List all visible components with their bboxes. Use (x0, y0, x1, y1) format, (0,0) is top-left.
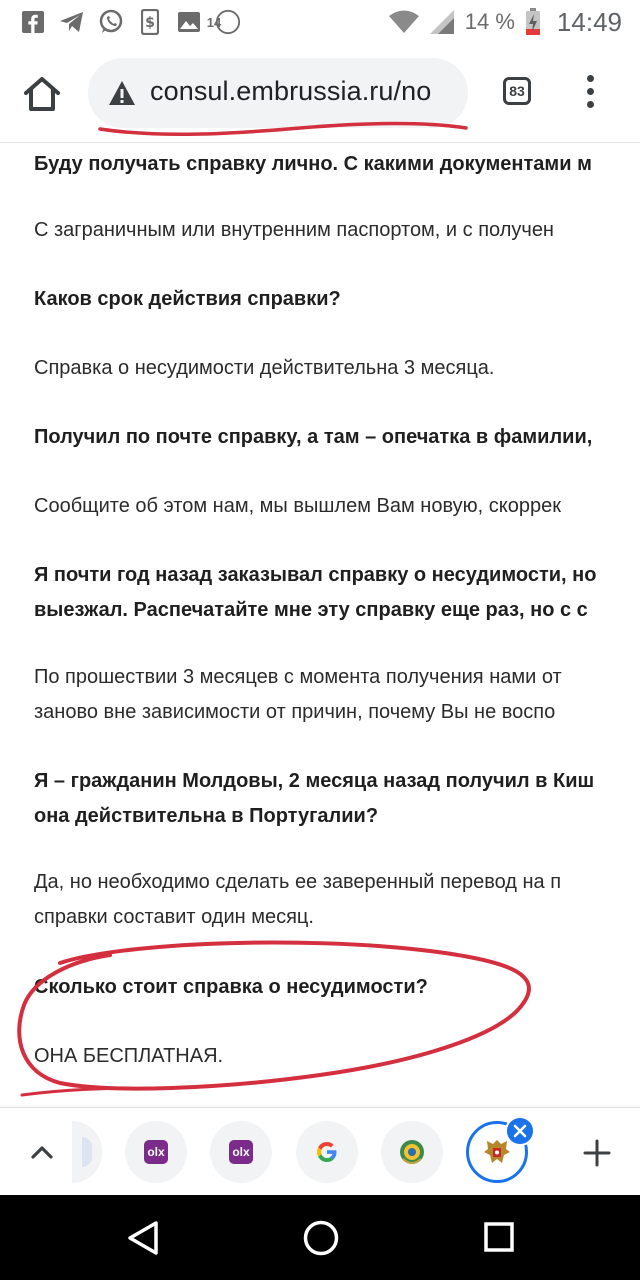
money-icon (137, 9, 163, 35)
faq-answer (34, 660, 640, 730)
text-line: Я почти год назад заказывал справку о несудимости, но (34, 564, 597, 586)
facebook-icon (20, 9, 46, 35)
faq-answer (34, 865, 640, 935)
menu-dot (587, 101, 594, 108)
emblem-icon (397, 1137, 427, 1167)
faq-question (34, 147, 640, 182)
partial-tab-icon (82, 1137, 92, 1167)
text-line: выезжал. Распечатайте мне эту справку еще раз, но с с (34, 599, 588, 621)
faq-question (34, 764, 640, 834)
faq-answer (34, 489, 640, 524)
more-menu-icon (587, 75, 594, 82)
notification-badge-icon (206, 9, 241, 35)
text-line: Получил по почте справку, а там – опечатка в фамилии, (34, 426, 593, 448)
text-line: Справка о несудимости действительна 3 месяца. (34, 357, 495, 379)
url-text[interactable]: consul.embrussia.ru/no (150, 76, 432, 106)
tab-emblem[interactable] (381, 1121, 443, 1183)
wifi-icon (389, 10, 419, 34)
address-bar[interactable] (88, 58, 468, 128)
faq-answer-price (34, 1039, 640, 1074)
tab-count: 83 (509, 83, 525, 99)
text-line: Сообщите об этом нам, мы вышлем Вам новую, скоррек (34, 495, 561, 517)
tab-strip (0, 1107, 640, 1196)
browser-toolbar (0, 44, 640, 143)
tab-switcher-button[interactable] (503, 77, 531, 105)
text-line: справки составит один месяц. (34, 906, 314, 928)
faq-answer (34, 351, 640, 386)
text-line: Буду получать справку лично. С какими документами м (34, 153, 592, 175)
signal-icon (429, 9, 455, 35)
whatsapp-icon (98, 9, 124, 35)
text-line: она действительна в Португалии? (34, 805, 379, 827)
telegram-icon (59, 9, 85, 35)
faq-question (34, 420, 640, 455)
svg-text:$: $ (145, 15, 155, 31)
clock: 14:49 (556, 6, 622, 37)
faq-question (34, 558, 640, 628)
faq-question-price (34, 970, 640, 1005)
google-icon (316, 1141, 338, 1163)
tab-olx-1[interactable] (125, 1121, 187, 1183)
olx-icon: olx (229, 1140, 253, 1164)
text-line: заново вне зависимости от причин, почему Вы не воспо (34, 701, 556, 723)
chevron-up-icon[interactable] (28, 1138, 56, 1166)
notification-icons (20, 8, 241, 36)
olx-icon: olx (144, 1140, 168, 1164)
battery-percent: 14 % (464, 9, 515, 34)
text-line: Я – гражданин Молдовы, 2 месяца назад получил в Киш (34, 770, 595, 792)
gallery-icon (176, 9, 202, 35)
faq-question (34, 282, 640, 317)
warning-icon[interactable] (108, 80, 136, 106)
text-line: Каков срок действия справки? (34, 288, 341, 310)
text-line: С заграничным или внутренним паспортом, и с получен (34, 219, 554, 241)
recents-icon[interactable] (483, 1221, 515, 1253)
text-line: Сколько стоит справка о несудимости? (34, 976, 428, 998)
more-menu-button[interactable] (580, 75, 600, 111)
plus-icon[interactable] (582, 1138, 612, 1168)
text-line: По прошествии 3 месяцев с момента получения нами от (34, 666, 562, 688)
notification-count: 14 (206, 14, 222, 30)
home-icon (22, 74, 62, 114)
home-button[interactable] (22, 74, 62, 114)
status-bar (0, 0, 640, 44)
system-status (389, 6, 622, 38)
close-icon (513, 1124, 527, 1138)
page-content (0, 143, 640, 1107)
menu-dot (587, 88, 594, 95)
tab-olx-2[interactable] (210, 1121, 272, 1183)
system-navigation-bar (0, 1195, 640, 1280)
home-circle-icon[interactable] (302, 1219, 340, 1257)
close-tab-button[interactable] (505, 1116, 535, 1146)
tab-thumbnail[interactable] (72, 1121, 102, 1183)
tab-google[interactable] (296, 1121, 358, 1183)
text-line: Да, но необходимо сделать ее заверенный перевод на п (34, 871, 562, 893)
back-icon[interactable] (126, 1219, 160, 1257)
faq-answer (34, 213, 640, 248)
battery-charging-icon (525, 8, 541, 36)
text-line: ОНА БЕСПЛАТНАЯ. (34, 1045, 224, 1067)
